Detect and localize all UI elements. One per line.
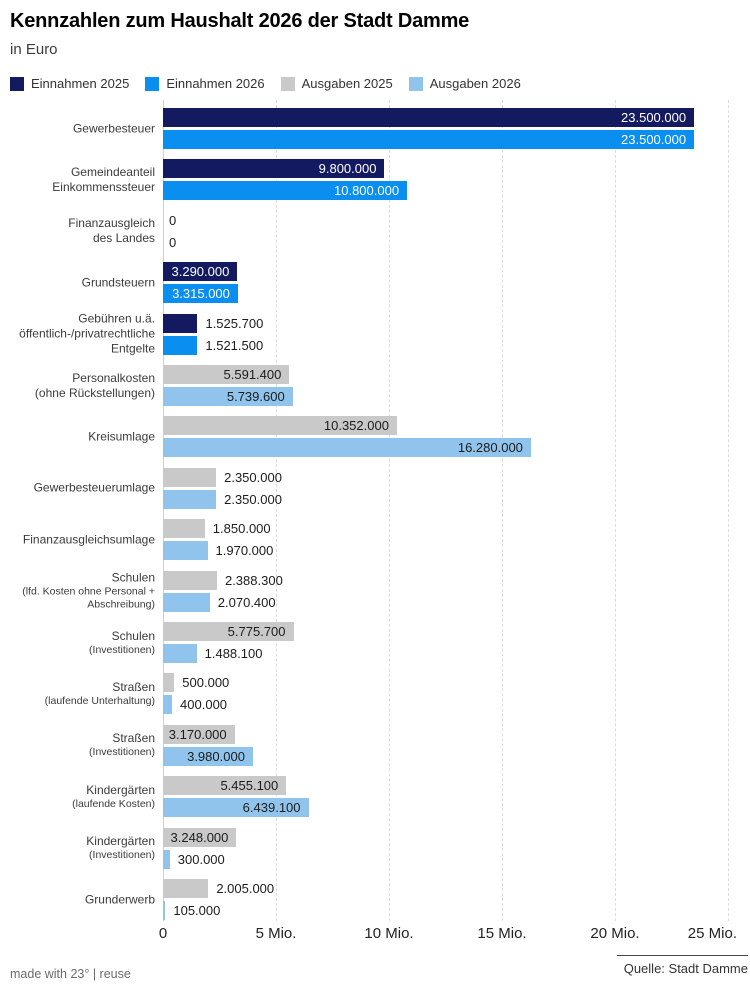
value-label: 2.388.300: [224, 572, 283, 588]
category-label: [4, 731, 155, 759]
x-tick-label: 10 Mio.: [364, 925, 414, 942]
category-sublabel-line: (laufende Unterhaltung): [44, 694, 155, 707]
bar-ausgaben-2026[interactable]: [163, 695, 172, 714]
category-sublabel-line: (laufende Kosten): [72, 797, 155, 810]
bar-ausgaben-2026[interactable]: [163, 541, 208, 560]
category-label: [4, 165, 155, 195]
bar-einnahmen-2026[interactable]: [163, 336, 197, 355]
legend-label: Ausgaben 2025: [301, 76, 393, 91]
category-label: [4, 571, 155, 612]
category-label: [4, 216, 155, 246]
value-label: 400.000: [180, 697, 228, 713]
value-label: 3.980.000: [187, 748, 245, 764]
source-text: Quelle: Stadt Damme: [623, 961, 748, 976]
category-label: [4, 680, 155, 708]
category-label-line: Kindergärten: [86, 834, 155, 849]
value-label: 3.248.000: [170, 829, 229, 845]
value-label: 500.000: [182, 675, 230, 691]
value-label: 3.315.000: [172, 286, 230, 302]
category-label: [4, 481, 155, 496]
chart-subtitle: in Euro: [10, 41, 58, 58]
value-label: 1.525.700: [205, 315, 264, 331]
bar-ausgaben-2025[interactable]: [163, 673, 174, 692]
category-label: [4, 312, 155, 357]
category-label: [4, 532, 155, 547]
gridline: [728, 100, 729, 921]
category-label-line: Grunderwerb: [84, 892, 155, 906]
category-label-line: Kreisumlage: [88, 429, 155, 444]
category-sublabel-line: (lfd. Kosten ohne Personal +: [22, 585, 155, 598]
bar-ausgaben-2026[interactable]: [163, 901, 165, 920]
x-tick-label: 20 Mio.: [590, 925, 640, 942]
legend-label: Einnahmen 2025: [31, 76, 130, 91]
category-label-line: des Landes: [92, 231, 155, 246]
category-sublabel-line: (Investitionen): [89, 849, 155, 862]
value-label: 3.290.000: [171, 264, 230, 280]
bar-einnahmen-2025[interactable]: [163, 314, 197, 333]
category-label: [4, 834, 155, 862]
credit-text: made with 23° | reuse: [10, 967, 131, 981]
category-sublabel-line: (Investitionen): [89, 643, 155, 656]
category-label: [4, 371, 155, 401]
gridline: [389, 100, 390, 921]
value-label: 2.350.000: [224, 491, 282, 507]
category-label-line: Entgelte: [110, 341, 155, 356]
value-label: 2.005.000: [216, 881, 275, 896]
category-label-line: Schulen: [111, 570, 155, 585]
bar-ausgaben-2026[interactable]: [163, 644, 197, 663]
value-label: 10.352.000: [323, 418, 389, 434]
category-label-line: Einkommenssteuer: [52, 179, 155, 194]
value-label: 300.000: [177, 851, 225, 867]
value-label: 23.500.000: [621, 132, 687, 147]
bar-ausgaben-2026[interactable]: [163, 490, 216, 509]
value-label: 1.521.500: [205, 337, 264, 353]
value-label: 6.439.100: [242, 800, 301, 816]
value-label: 0: [169, 212, 177, 228]
value-label: 5.455.100: [220, 778, 279, 794]
value-label: 3.170.000: [168, 726, 227, 742]
value-label: 1.488.100: [204, 646, 263, 661]
x-tick-label: 25 Mio.: [687, 925, 737, 942]
value-label: 23.500.000: [621, 110, 687, 125]
value-label: 1.970.000: [215, 543, 274, 559]
bar-ausgaben-2025[interactable]: [163, 879, 208, 898]
bar-ausgaben-2025[interactable]: [163, 519, 205, 538]
value-label: 9.800.000: [318, 161, 377, 177]
x-tick-label: 5 Mio.: [255, 925, 297, 942]
category-label-line: Straßen: [112, 679, 155, 694]
value-label: 5.739.600: [226, 389, 285, 404]
category-label-line: Grundsteuern: [81, 275, 155, 290]
value-label: 2.350.000: [224, 469, 282, 485]
category-label-line: Personalkosten: [72, 370, 155, 385]
value-label: 1.850.000: [212, 521, 271, 537]
chart-title: Kennzahlen zum Haushalt 2026 der Stadt Damme: [10, 10, 470, 32]
category-label: [4, 629, 155, 657]
category-label-line: Gewerbesteuer: [72, 121, 155, 135]
category-label-line: Gewerbesteuerumlage: [33, 480, 155, 495]
legend-label: Ausgaben 2026: [429, 76, 521, 91]
category-label: [4, 429, 155, 444]
category-label: [4, 783, 155, 811]
category-label: [4, 121, 155, 136]
bar-ausgaben-2025[interactable]: [163, 468, 216, 487]
bar-ausgaben-2026[interactable]: [163, 593, 210, 612]
legend-label: Einnahmen 2026: [166, 76, 265, 91]
value-label: 10.800.000: [334, 183, 400, 199]
category-label-line: öffentlich-/privatrechtliche: [19, 326, 155, 341]
value-label: 5.775.700: [227, 624, 286, 639]
category-label-line: Kindergärten: [86, 782, 155, 797]
category-label-line: Finanzausgleichsumlage: [22, 532, 155, 547]
bar-ausgaben-2026[interactable]: [163, 850, 170, 869]
gridline: [502, 100, 503, 921]
category-sublabel-line: Abschreibung): [87, 598, 155, 611]
source-block: [617, 955, 748, 976]
category-label-line: Gemeindeanteil: [70, 164, 155, 179]
value-label: 2.070.400: [217, 594, 276, 610]
value-label: 0: [169, 234, 177, 250]
category-label-line: Gebühren u.ä.: [78, 311, 155, 326]
category-label-line: Finanzausgleich: [68, 216, 155, 231]
value-label: 16.280.000: [457, 440, 523, 456]
gridline: [615, 100, 616, 921]
x-axis: [0, 925, 750, 945]
bar-ausgaben-2025[interactable]: [163, 571, 217, 590]
category-label-line: Schulen: [111, 628, 155, 643]
category-label-line: Straßen: [112, 731, 155, 746]
x-tick-label: 15 Mio.: [477, 925, 527, 942]
x-tick-label: 0: [158, 925, 168, 942]
category-sublabel-line: (Investitionen): [89, 746, 155, 759]
value-label: 105.000: [173, 903, 221, 918]
category-label-line: (ohne Rückstellungen): [34, 385, 155, 400]
value-label: 5.591.400: [223, 367, 282, 382]
category-label: [4, 275, 155, 290]
category-label: [4, 892, 155, 907]
